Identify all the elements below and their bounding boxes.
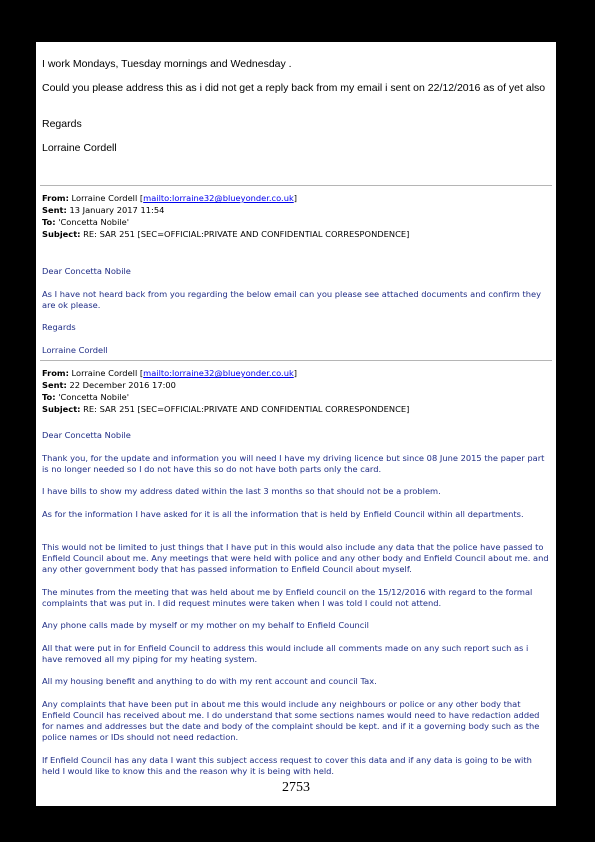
mailto-link[interactable]: mailto:lorraine32@blueyonder.co.uk xyxy=(143,193,294,203)
from-label: From: xyxy=(42,193,69,203)
email2-paragraph: All my housing benefit and anything to do with my rent account and council Tax. xyxy=(42,676,377,686)
sent-value: 13 January 2017 11:54 xyxy=(69,205,165,215)
divider xyxy=(40,185,552,186)
top-line-work-days: I work Mondays, Tuesday mornings and Wednesday . xyxy=(42,58,292,70)
email2-paragraph: The minutes from the meeting that was held about me by Enfield council on the 15/12/2016 with regard to the formal complaints that was put in. I did request minutes were taken when I was told I could not attend. xyxy=(42,587,533,608)
subject-label: Subject: xyxy=(42,404,81,414)
sent-label: Sent: xyxy=(42,380,67,390)
divider xyxy=(40,360,552,361)
from-label: From: xyxy=(42,368,69,378)
email1-signature: Lorraine Cordell xyxy=(42,345,108,355)
email2-paragraph: Any complaints that have been put in about me this would include any neighbours or police or any other body that Enfield Council has received about me. I do understand that some sections names would need to have redaction added for names and addresses but the date and body of the complaint should be kept. and if it a governing body such as the police names or IDs should not need redaction. xyxy=(42,699,540,742)
from-name: Lorraine Cordell [ xyxy=(71,368,144,378)
email2-paragraph: This would not be limited to just things that I have put in this would also include any data that the police have passed to Enfield Council about me. Any meetings that were held with police and any other body and Enfield Council about me. and any other government body that has passed information to Enfield Council about myself. xyxy=(42,542,549,574)
to-label: To: xyxy=(42,392,56,402)
subject-value: RE: SAR 251 [SEC=OFFICIAL:PRIVATE AND CONFIDENTIAL CORRESPONDENCE] xyxy=(83,229,410,239)
top-line-request: Could you please address this as i did not get a reply back from my email i sent on 22/12/2016 as of yet also xyxy=(42,82,546,94)
email2-paragraph: Any phone calls made by myself or my mother on my behalf to Enfield Council xyxy=(42,620,369,630)
page-number: 2753 xyxy=(282,780,310,795)
email2-paragraph: All that were put in for Enfield Council to address this would include all comments made on any such report such as i have removed all my piping for my heating system. xyxy=(42,643,529,664)
from-line xyxy=(42,368,550,379)
top-signature: Lorraine Cordell xyxy=(42,142,117,154)
email1-greeting: Dear Concetta Nobile xyxy=(42,266,131,276)
subject-line xyxy=(42,404,550,415)
subject-value: RE: SAR 251 [SEC=OFFICIAL:PRIVATE AND CONFIDENTIAL CORRESPONDENCE] xyxy=(83,404,410,414)
from-line xyxy=(42,193,550,204)
email2-paragraph: I have bills to show my address dated within the last 3 months so that should not be a problem. xyxy=(42,486,441,496)
to-line xyxy=(42,217,550,228)
email1-regards: Regards xyxy=(42,322,76,332)
to-value: 'Concetta Nobile' xyxy=(58,217,130,227)
sent-label: Sent: xyxy=(42,205,67,215)
subject-line xyxy=(42,229,550,240)
bracket: ] xyxy=(293,368,298,378)
email2-paragraph: If Enfield Council has any data I want this subject access request to cover this data and if any data is going to be with held I would like to know this and the reason why it is being with held. xyxy=(42,755,532,776)
bracket: ] xyxy=(293,193,298,203)
from-name: Lorraine Cordell [ xyxy=(71,193,144,203)
to-label: To: xyxy=(42,217,56,227)
sent-line xyxy=(42,205,550,216)
email2-paragraph: Thank you, for the update and information you will need I have my driving licence but since 08 June 2015 the paper part is no longer needed so I do not have this so do not have both parts only the card. xyxy=(42,453,545,474)
subject-label: Subject: xyxy=(42,229,81,239)
top-regards: Regards xyxy=(42,118,82,130)
email2-paragraph: As for the information I have asked for it is all the information that is held by Enfield Council within all departments. xyxy=(42,509,524,519)
sent-line xyxy=(42,380,550,391)
sent-value: 22 December 2016 17:00 xyxy=(69,380,176,390)
email2-greeting: Dear Concetta Nobile xyxy=(42,430,131,440)
document-page xyxy=(36,42,556,806)
email1-body: As I have not heard back from you regarding the below email can you please see attached documents and confirm they are ok please. xyxy=(42,289,541,310)
to-value: 'Concetta Nobile' xyxy=(58,392,130,402)
mailto-link[interactable]: mailto:lorraine32@blueyonder.co.uk xyxy=(143,368,294,378)
to-line xyxy=(42,392,550,403)
